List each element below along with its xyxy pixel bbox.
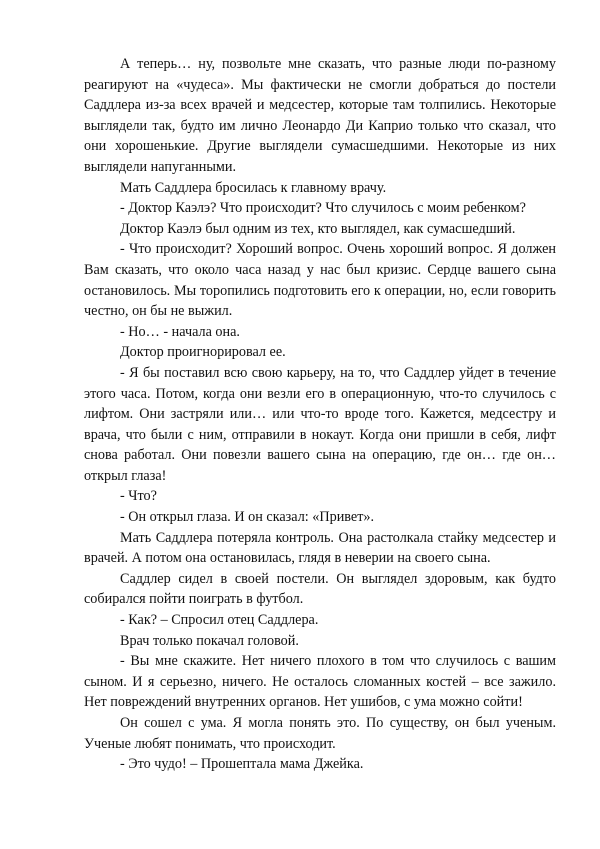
paragraph: А теперь… ну, позвольте мне сказать, что разные люди по-разному реагируют на «чудеса». Мы фактически не смогли добраться до постели Саддлера из-за всех врачей и медсестер, которые там толпились. Некоторые выглядели так, будто им лично Леонардо Ди Каприо только что сказал, что они хорошенькие. Другие выглядели сумасшедшими. Некоторые из них выглядели напуганными. bbox=[84, 56, 556, 175]
paragraph: Мать Саддлера потеряла контроль. Она растолкала стайку медсестер и врачей. А потом она остановилась, глядя в неверии на своего сына. bbox=[84, 529, 556, 567]
paragraph: Мать Саддлера бросилась к главному врачу. bbox=[120, 179, 387, 196]
paragraph: - Но… - начала она. bbox=[120, 323, 240, 340]
paragraph: - Что? bbox=[120, 488, 157, 505]
text-body bbox=[84, 54, 556, 775]
paragraph: - Как? – Спросил отец Саддлера. bbox=[120, 612, 319, 629]
paragraph: - Вы мне скажите. Нет ничего плохого в том что случилось с вашим сыном. И я серьезно, ничего. Не осталось сломанных костей – все зажило. Нет повреждений внутренних органов. Нет ушибов, с ума можно сойти! bbox=[84, 653, 556, 711]
paragraph: - Это чудо! – Прошептала мама Джейка. bbox=[120, 756, 364, 773]
paragraph: - Доктор Каэлэ? Что происходит? Что случилось с моим ребенком? bbox=[120, 200, 526, 217]
paragraph: Врач только покачал головой. bbox=[120, 632, 299, 649]
paragraph: Саддлер сидел в своей постели. Он выглядел здоровым, как будто собирался пойти поиграть в футбол. bbox=[84, 570, 556, 608]
paragraph: Доктор проигнорировал ее. bbox=[120, 344, 286, 361]
paragraph: - Он открыл глаза. И он сказал: «Привет». bbox=[120, 509, 375, 526]
paragraph: Он сошел с ума. Я могла понять это. По существу, он был ученым. Ученые любят понимать, что происходит. bbox=[84, 715, 556, 752]
paragraph: - Я бы поставил всю свою карьеру, на то, что Саддлер уйдет в течение этого часа. Потом, когда они везли его в операционную, что-то случилось с лифтом. Они застряли или… или что-то вроде того. Кажется, медсестру и врача, что были с ним, отправили в нокаут. Когда они пришли в себя, лифт снова работал. Они повезли вашего сына на операцию, где он… где он… открыл глаза! bbox=[84, 364, 556, 484]
paragraph: - Что происходит? Хороший вопрос. Очень хороший вопрос. Я должен Вам сказать, что около часа назад у нас был кризис. Сердце вашего сына остановилось. Мы торопились подготовить его к операции, но, если говорить честно, он бы не выжил. bbox=[84, 241, 556, 320]
paragraph: Доктор Каэлэ был одним из тех, кто выглядел, как сумасшедший. bbox=[120, 220, 516, 237]
